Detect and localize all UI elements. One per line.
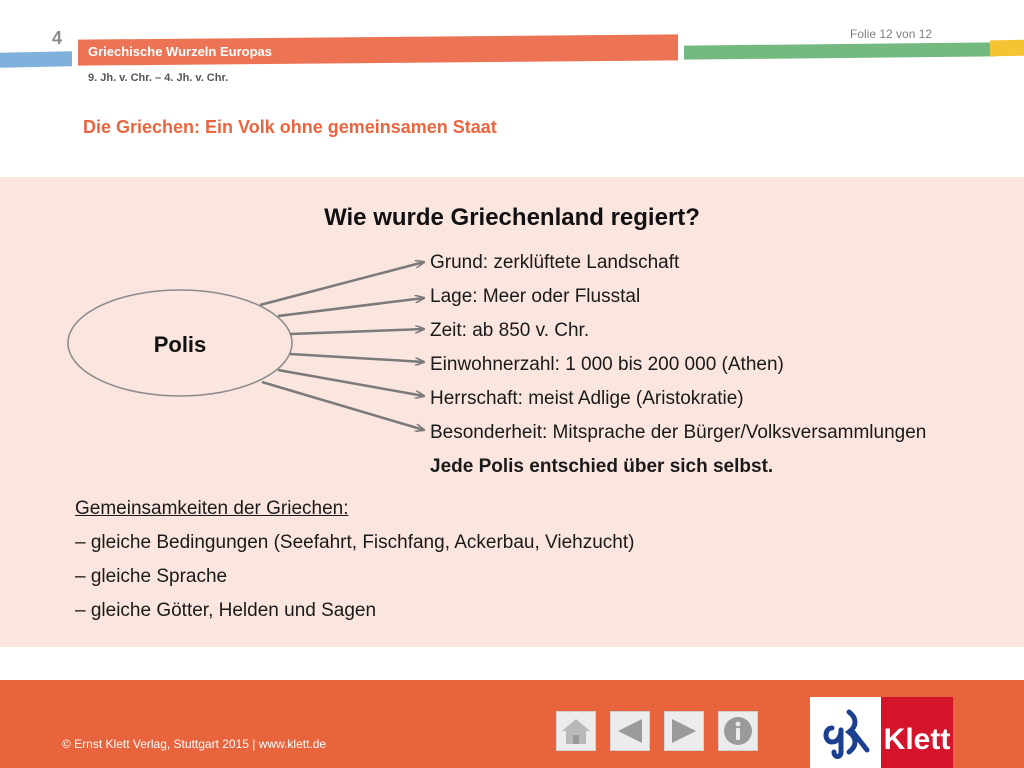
forward-button[interactable] bbox=[664, 711, 704, 751]
forward-arrow-icon bbox=[669, 717, 699, 745]
back-arrow-icon bbox=[615, 717, 645, 745]
commonalities-section bbox=[75, 497, 634, 633]
info-icon bbox=[722, 715, 754, 747]
slide-counter: Folie 12 von 12 bbox=[850, 27, 933, 41]
commonalities-heading: Gemeinsamkeiten der Griechen: bbox=[75, 498, 349, 519]
section-title: Die Griechen: Ein Volk ohne gemeinsamen Staat bbox=[83, 117, 497, 137]
klett-wordmark: Klett bbox=[881, 697, 953, 768]
copyright-text: © Ernst Klett Verlag, Stuttgart 2015 | www.klett.de bbox=[62, 737, 327, 751]
home-button[interactable] bbox=[556, 711, 596, 751]
commonality-item: – gleiche Bedingungen (Seefahrt, Fischfang, Ackerbau, Viehzucht) bbox=[75, 532, 635, 553]
attribute-item: Herrschaft: meist Adlige (Aristokratie) bbox=[430, 388, 744, 409]
arrow-1 bbox=[260, 262, 424, 305]
commonality-item: – gleiche Götter, Helden und Sagen bbox=[75, 600, 377, 621]
back-button[interactable] bbox=[610, 711, 650, 751]
home-icon bbox=[561, 717, 591, 745]
attribute-item: Besonderheit: Mitsprache der Bürger/Volksversammlungen bbox=[430, 422, 927, 443]
info-button[interactable] bbox=[718, 711, 758, 751]
arrow-6 bbox=[262, 382, 424, 430]
attribute-item: Zeit: ab 850 v. Chr. bbox=[430, 320, 590, 341]
polis-attribute-list bbox=[430, 251, 926, 489]
arrow-3 bbox=[290, 329, 424, 334]
klett-emblem-icon bbox=[819, 706, 873, 760]
commonality-item: – gleiche Sprache bbox=[75, 566, 228, 587]
attribute-item: Einwohnerzahl: 1 000 bis 200 000 (Athen) bbox=[430, 354, 784, 375]
commonalities-list bbox=[75, 531, 634, 633]
decorative-stripe-yellow bbox=[990, 40, 1024, 57]
polis-label: Polis bbox=[153, 332, 207, 357]
decorative-stripe-green bbox=[684, 42, 996, 59]
conclusion-text: Jede Polis entschied über sich selbst. bbox=[430, 456, 774, 477]
date-range: 9. Jh. v. Chr. – 4. Jh. v. Chr. bbox=[88, 72, 229, 84]
arrow-4 bbox=[290, 354, 424, 362]
klett-emblem bbox=[810, 697, 881, 768]
klett-logo[interactable] bbox=[810, 697, 953, 768]
attribute-item: Lage: Meer oder Flusstal bbox=[430, 286, 641, 307]
arrow-2 bbox=[278, 298, 424, 316]
chapter-title: Griechische Wurzeln Europas bbox=[88, 44, 272, 59]
chapter-number: 4 bbox=[52, 28, 63, 48]
decorative-stripe-blue bbox=[0, 51, 72, 68]
main-question: Wie wurde Griechenland regiert? bbox=[324, 204, 700, 231]
attribute-item: Grund: zerklüftete Landschaft bbox=[430, 252, 680, 273]
